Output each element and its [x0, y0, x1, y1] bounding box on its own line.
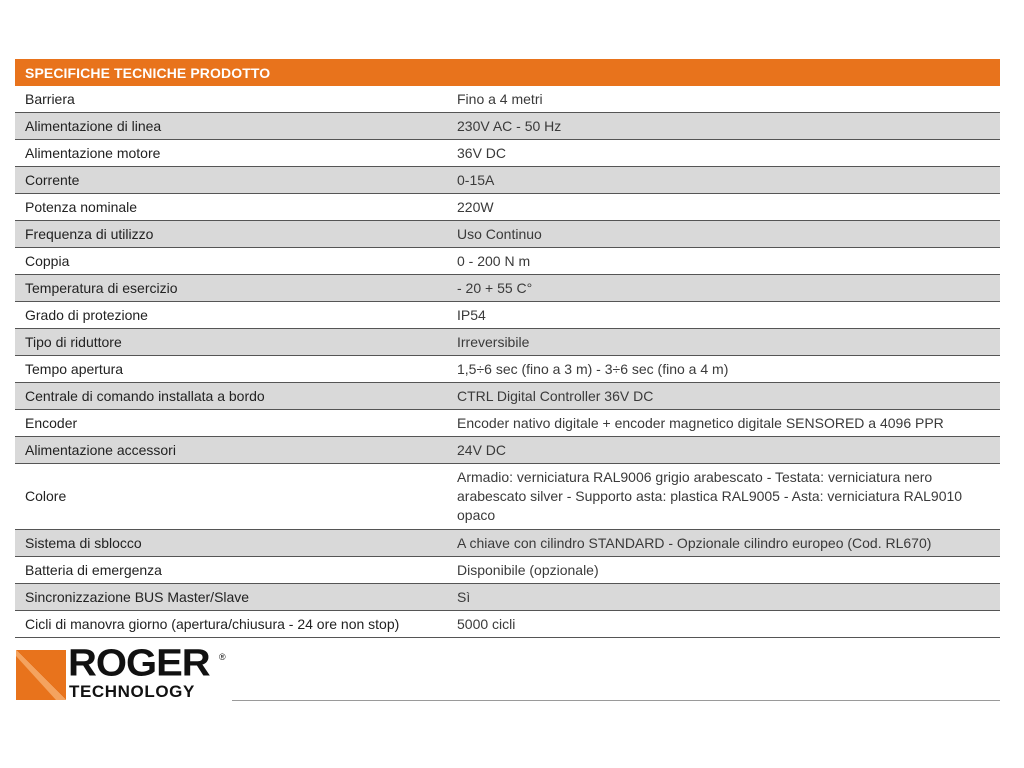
spec-label: Alimentazione accessori — [15, 437, 447, 464]
spec-value: 220W — [447, 194, 1000, 221]
roger-logo-mark-icon — [16, 650, 66, 700]
spec-label: Temperatura di esercizio — [15, 275, 447, 302]
spec-label: Frequenza di utilizzo — [15, 221, 447, 248]
spec-row — [15, 329, 1000, 356]
spec-row — [15, 167, 1000, 194]
spec-row — [15, 437, 1000, 464]
spec-table — [15, 59, 1000, 638]
spec-row — [15, 275, 1000, 302]
spec-label: Batteria di emergenza — [15, 557, 447, 584]
spec-value: IP54 — [447, 302, 1000, 329]
spec-value: 36V DC — [447, 140, 1000, 167]
table-header-row — [15, 59, 1000, 86]
spec-row — [15, 356, 1000, 383]
spec-row — [15, 302, 1000, 329]
spec-value: Disponibile (opzionale) — [447, 557, 1000, 584]
spec-label: Potenza nominale — [15, 194, 447, 221]
spec-label: Tipo di riduttore — [15, 329, 447, 356]
spec-label: Coppia — [15, 248, 447, 275]
spec-label: Cicli di manovra giorno (apertura/chiusura - 24 ore non stop) — [15, 611, 447, 638]
spec-value: Fino a 4 metri — [447, 86, 1000, 113]
spec-row — [15, 530, 1000, 557]
spec-label: Grado di protezione — [15, 302, 447, 329]
spec-row — [15, 464, 1000, 530]
spec-row — [15, 248, 1000, 275]
spec-label: Alimentazione di linea — [15, 113, 447, 140]
spec-value: A chiave con cilindro STANDARD - Opzionale cilindro europeo (Cod. RL670) — [447, 530, 1000, 557]
spec-value: 1,5÷6 sec (fino a 3 m) - 3÷6 sec (fino a 4 m) — [447, 356, 1000, 383]
spec-value: 230V AC - 50 Hz — [447, 113, 1000, 140]
spec-row — [15, 221, 1000, 248]
logo-subtitle-text: TECHNOLOGY — [69, 682, 195, 701]
spec-value: 0-15A — [447, 167, 1000, 194]
spec-label: Barriera — [15, 86, 447, 113]
spec-row — [15, 194, 1000, 221]
spec-row — [15, 383, 1000, 410]
spec-row — [15, 140, 1000, 167]
spec-row — [15, 557, 1000, 584]
spec-label: Alimentazione motore — [15, 140, 447, 167]
spec-value: CTRL Digital Controller 36V DC — [447, 383, 1000, 410]
spec-row — [15, 113, 1000, 140]
spec-label: Encoder — [15, 410, 447, 437]
logo-registered-mark: ® — [219, 652, 226, 662]
spec-label: Corrente — [15, 167, 447, 194]
spec-label: Sistema di sblocco — [15, 530, 447, 557]
spec-value: Irreversibile — [447, 329, 1000, 356]
spec-row — [15, 584, 1000, 611]
footer-divider — [232, 700, 1000, 701]
spec-row — [15, 410, 1000, 437]
spec-value: Sì — [447, 584, 1000, 611]
spec-label: Centrale di comando installata a bordo — [15, 383, 447, 410]
spec-label: Tempo apertura — [15, 356, 447, 383]
spec-value: Uso Continuo — [447, 221, 1000, 248]
spec-value: - 20 + 55 C° — [447, 275, 1000, 302]
spec-row — [15, 86, 1000, 113]
spec-value: Armadio: verniciatura RAL9006 grigio arabescato - Testata: verniciatura nero arabescato silver - Supporto asta: plastica RAL9005 - Asta: verniciatura RAL9010 opaco — [447, 464, 1000, 530]
spec-value: 0 - 200 N m — [447, 248, 1000, 275]
spec-rows — [15, 86, 1000, 638]
logo-brand-text: ROGER — [68, 642, 210, 684]
spec-value: 5000 cicli — [447, 611, 1000, 638]
spec-row — [15, 611, 1000, 638]
spec-value: Encoder nativo digitale + encoder magnetico digitale SENSORED a 4096 PPR — [447, 410, 1000, 437]
table-title: SPECIFICHE TECNICHE PRODOTTO — [15, 59, 1000, 86]
spec-label: Colore — [15, 464, 447, 530]
roger-technology-logo — [16, 642, 226, 702]
spec-label: Sincronizzazione BUS Master/Slave — [15, 584, 447, 611]
spec-value: 24V DC — [447, 437, 1000, 464]
